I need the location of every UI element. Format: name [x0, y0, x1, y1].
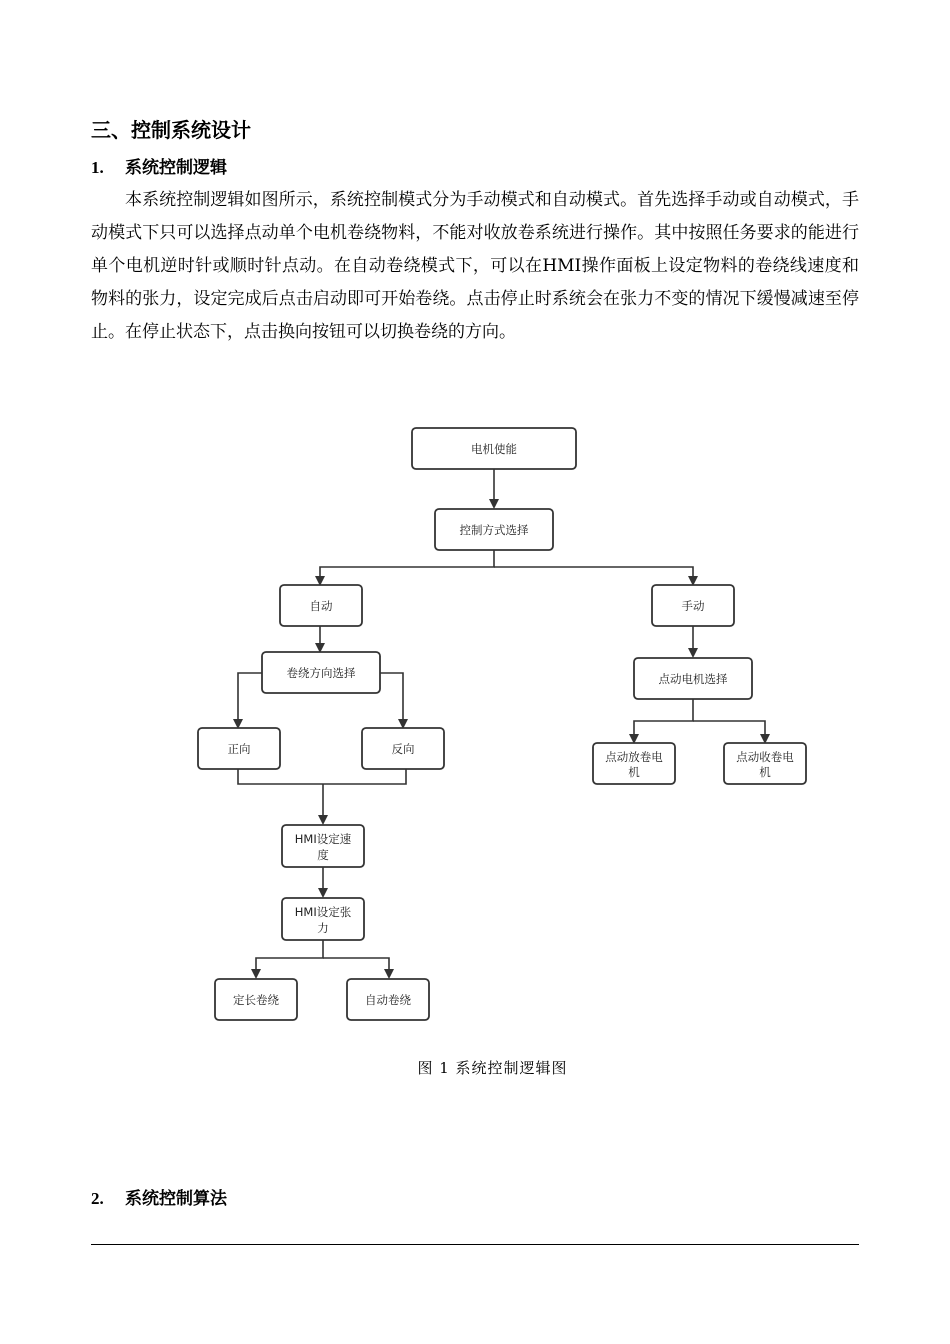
edge-tension-to-auto-winding [323, 958, 389, 977]
node-jog-unwind-motor [593, 743, 675, 784]
edge-mode-to-auto [320, 550, 494, 584]
node-jog-motor-select-label: 点动电机选择 [658, 672, 728, 686]
node-fixed-length-winding [215, 979, 297, 1020]
node-hmi-speed-label-2: 度 [317, 848, 329, 862]
node-hmi-speed-label-1: HMI设定速 [294, 832, 352, 846]
node-direction-select [262, 652, 380, 693]
subsection-2-heading [91, 1184, 227, 1209]
node-auto-winding-label: 自动卷绕 [365, 993, 411, 1007]
node-jog-unwind-label-2: 机 [628, 765, 640, 779]
node-mode-select [435, 509, 553, 550]
node-reverse-label: 反向 [391, 742, 415, 756]
edge-direction-to-forward [238, 673, 262, 727]
node-motor-enable-label: 电机使能 [471, 442, 517, 456]
node-manual-label: 手动 [681, 599, 705, 613]
node-mode-select-label: 控制方式选择 [459, 523, 529, 537]
section-title: 三、控制系统设计 [91, 118, 251, 142]
node-jog-unwind-label-1: 点动放卷电 [605, 750, 663, 764]
node-jog-motor-select [634, 658, 752, 699]
node-hmi-speed [282, 825, 364, 867]
node-auto [280, 585, 362, 626]
node-hmi-tension-label-2: 力 [317, 921, 329, 935]
body-paragraph: 本系统控制逻辑如图所示，系统控制模式分为手动模式和自动模式。首先选择手动或自动模式，手动模式下只可以选择点动单个电机卷绕物料，不能对收放卷系统进行操作。其中按照任务要求的能进行单个电机逆时针或顺时针点动。在自动卷绕模式下，可以在HMI操作面板上设定物料的卷绕线速度和物料的张力，设定完成后点击启动即可开始卷绕。点击停止时系统会在张力不变的情况下缓慢减速至停止。在停止状态下，点击换向按钮可以切换卷绕的方向。 [91, 190, 859, 342]
figure-caption: 图 1 系统控制逻辑图 [417, 1059, 568, 1077]
node-direction-select-label: 卷绕方向选择 [286, 666, 356, 680]
edge-direction-to-reverse [380, 673, 403, 727]
edge-jog-select-to-rewind [693, 721, 765, 742]
node-forward-label: 正向 [227, 742, 251, 756]
node-jog-rewind-label-1: 点动收卷电 [736, 750, 794, 764]
edge-mode-to-manual [494, 567, 693, 584]
edge-jog-select-to-unwind [634, 699, 693, 742]
node-auto-label: 自动 [309, 599, 333, 613]
subsection-2-number: 2. [91, 1189, 104, 1208]
node-reverse [362, 728, 444, 769]
node-hmi-tension [282, 898, 364, 940]
node-forward [198, 728, 280, 769]
node-jog-rewind-label-2: 机 [759, 765, 771, 779]
node-manual [652, 585, 734, 626]
edge-merge-directions [238, 769, 406, 784]
subsection-1-title: 系统控制逻辑 [125, 158, 227, 178]
edge-tension-to-fixed-length [256, 940, 323, 977]
node-jog-rewind-motor [724, 743, 806, 784]
node-auto-winding [347, 979, 429, 1020]
page-footer-rule [91, 1244, 859, 1245]
node-fixed-length-label: 定长卷绕 [233, 993, 279, 1007]
node-hmi-tension-label-1: HMI设定张 [294, 905, 352, 919]
node-motor-enable [412, 428, 576, 469]
subsection-1-number: 1. [91, 158, 104, 177]
subsection-2-title: 系统控制算法 [125, 1189, 227, 1209]
